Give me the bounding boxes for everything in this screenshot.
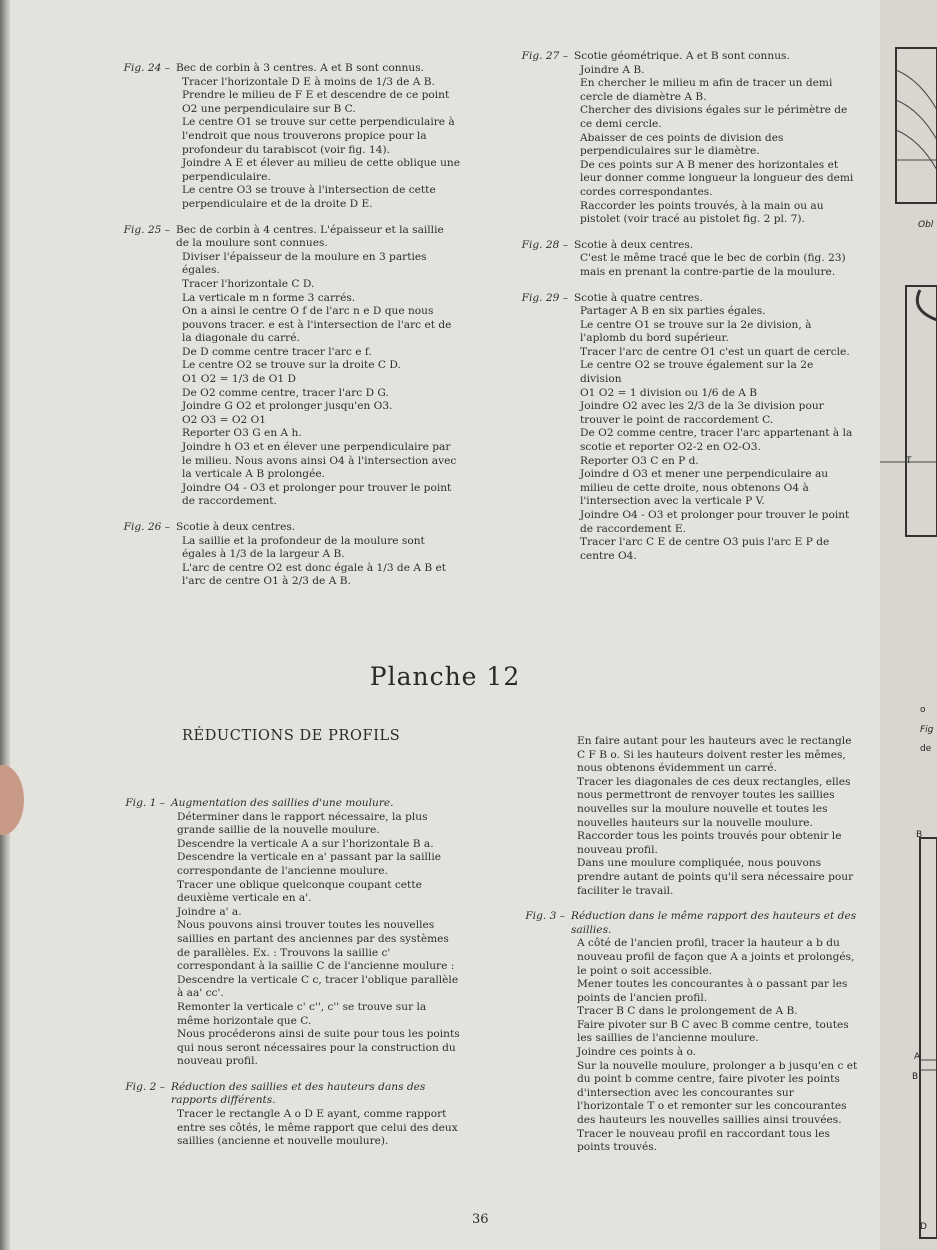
instruction-line: Déterminer dans le rapport nécessaire, la plus grande saillie de la nouvelle moulure. — [177, 810, 428, 837]
instruction-line: Tracer l'horizontale D E à moins de 1/3 de A B. — [182, 75, 435, 88]
figure-label — [505, 735, 571, 898]
adjacent-figure-profile — [880, 280, 937, 540]
instruction-line: Raccorder les points trouvés, à la main ou au pistolet (voir tracé au pistolet fig. 2 pl. 7). — [580, 199, 824, 226]
instruction-line: Joindre a' a. — [177, 905, 242, 918]
figure-label: Fig. 28 – — [521, 238, 568, 251]
page-number: 36 — [472, 1212, 489, 1227]
instruction-line: De D comme centre tracer l'arc e f. — [182, 345, 372, 358]
instruction-line: Le centre O2 se trouve également sur la 2e division — [580, 359, 814, 386]
figure-entry — [105, 1081, 460, 1149]
margin-label-de: de — [920, 744, 932, 754]
instruction-line: En chercher le milieu m afin de tracer un demi cercle de diamètre A B. — [580, 77, 833, 103]
instruction-line: Sur la nouvelle moulure, prolonger a b jusqu'en c et du point b comme centre, faire pivoter les points d'intersection avec les concourantes sur l'horizontale T o et remonter sur les concourantes des hauteurs les nouvelles saillies ainsi trouvées. — [577, 1059, 858, 1127]
instruction-line: Tracer l'arc C E de centre O3 puis l'arc E P de centre O4. — [580, 536, 830, 562]
adjacent-page — [880, 0, 937, 1250]
bottom-right-column — [505, 735, 860, 1167]
figure-entry — [105, 797, 460, 1069]
figure-entry — [110, 224, 460, 509]
instruction-line: Tracer le rectangle A o D E ayant, comme rapport entre ses côtés, le même rapport que celui des deux saillies (ancienne et nouvelle moulure). — [177, 1108, 458, 1148]
instruction-line: O1 O2 = 1 division ou 1/6 de A B — [580, 386, 758, 399]
margin-label-obl: Obl — [918, 220, 934, 230]
instruction-line: Joindre O2 avec les 2/3 de la 3e division pour trouver le point de raccordement C. — [580, 400, 824, 426]
instruction-line: Tracer B C dans le prolongement de A B. — [577, 1005, 798, 1018]
figure-label: Fig. 2 – — [125, 1080, 165, 1093]
figure-entry — [508, 50, 858, 227]
instruction-line: De O2 comme centre, tracer l'arc appartenant à la scotie et reporter O2-2 en O2-O3. — [580, 427, 853, 454]
book-page — [10, 0, 880, 1250]
instruction-line: Joindre A E et élever au milieu de cette oblique une perpendiculaire. — [182, 157, 460, 183]
instruction-line: Le centre O3 se trouve à l'intersection de cette perpendiculaire et de la droite D E. — [182, 184, 436, 210]
instruction-line: Faire pivoter sur B C avec B comme centre, toutes les saillies de l'ancienne moulure. — [577, 1018, 849, 1045]
instruction-line: Reporter O3 G en A h. — [182, 427, 302, 440]
margin-label-a: A — [914, 1052, 921, 1062]
instruction-line: Le centre O1 se trouve sur la 2e division, à l'aplomb du bord supérieur. — [580, 318, 812, 345]
margin-label-o: o — [920, 705, 926, 715]
instruction-line: Tracer les diagonales de ces deux rectangles, elles nous permettront de renvoyer toutes les saillies nouvelles sur la moulure nouvelle et toutes les nouvelles hauteurs sur la nouvelle moulure. — [577, 775, 851, 829]
instruction-line: Prendre le milieu de F E et descendre de ce point O2 une perpendiculaire sur B C. — [182, 89, 450, 115]
top-right-column — [508, 50, 858, 575]
figure-entry — [505, 910, 860, 1155]
instruction-line: Joindre O4 - O3 et prolonger pour trouver le point de raccordement E. — [580, 509, 850, 535]
margin-label-bprime: B' — [912, 1072, 921, 1082]
top-left-column — [110, 62, 460, 601]
figure-heading: Scotie à quatre centres. — [574, 291, 703, 304]
figure-label: Fig. 24 – — [123, 62, 170, 74]
instruction-line: On a ainsi le centre O f de l'arc n e D que nous pouvons tracer. e est à l'intersection de l'arc et de la diagonale du carré. — [182, 305, 452, 345]
section-title: RÉDUCTIONS DE PROFILS — [182, 728, 401, 744]
figure-entry — [110, 521, 460, 589]
figure-label: Fig. 3 – — [525, 910, 565, 923]
instruction-line: A côté de l'ancien profil, tracer la hauteur a b du nouveau profil de façon que A a joints et prolongés, le point o soit accessible. — [577, 937, 855, 977]
adjacent-figure-bottom — [880, 830, 937, 1250]
instruction-line: Descendre la verticale en a' passant par la saillie correspondante de l'ancienne moulure. — [177, 851, 441, 877]
figure-label: Fig. 27 – — [521, 50, 568, 62]
instruction-line: Nous procéderons ainsi de suite pour tous les points qui nous seront nécessaires pour la construction du nouveau profil. — [177, 1028, 460, 1068]
figure-label: Fig. 29 – — [521, 291, 568, 304]
bottom-left-column — [105, 797, 460, 1161]
figure-heading: Scotie à deux centres. — [574, 238, 694, 251]
instruction-line: Partager A B en six parties égales. — [580, 305, 766, 318]
instruction-line: Mener toutes les concourantes à o passant par les points de l'ancien profil. — [577, 978, 848, 1004]
figure-entry — [508, 239, 858, 280]
instruction-line: Joindre A B. — [580, 63, 645, 76]
margin-label-fig: Fig — [920, 725, 934, 735]
instruction-line: La verticale m n forme 3 carrés. — [182, 291, 356, 304]
figure-entry — [508, 292, 858, 564]
instruction-line: Tracer l'arc de centre O1 c'est un quart de cercle. — [580, 345, 850, 358]
instruction-line: En faire autant pour les hauteurs avec le rectangle C F B o. Si les hauteurs doivent rester les mêmes, nous obtenons évidemment un carré. — [577, 735, 852, 775]
instruction-line: Raccorder tous les points trouvés pour obtenir le nouveau profil. — [577, 830, 842, 856]
instruction-line: De ces points sur A B mener des horizontales et leur donner comme longueur la longueur des demi cordes correspondantes. — [580, 158, 854, 198]
instruction-line: Tracer le nouveau profil en raccordant tous les points trouvés. — [577, 1127, 830, 1154]
instruction-line: Le centre O2 se trouve sur la droite C D. — [182, 359, 401, 372]
figure-label: Fig. 1 – — [125, 797, 165, 809]
instruction-line: Joindre O4 - O3 et prolonger pour trouver le point de raccordement. — [182, 481, 452, 508]
instruction-line: O2 O3 = O2 O1 — [182, 413, 267, 426]
instruction-line: O1 O2 = 1/3 de O1 D — [182, 373, 296, 386]
figure-heading: Augmentation des saillies d'une moulure. — [171, 797, 394, 809]
instruction-line: Le centre O1 se trouve sur cette perpendiculaire à l'endroit que nous trouverons propice pour la profondeur du tarabiscot (voir fig. 14). — [182, 116, 455, 156]
margin-label-t: T — [906, 456, 912, 466]
planche-title: Planche 12 — [369, 662, 521, 691]
instruction-line: C'est le même tracé que le bec de corbin (fig. 23) mais en prenant la contre-partie de la moulure. — [580, 252, 846, 278]
instruction-line: La saillie et la profondeur de la moulure sont égales à 1/3 de la largeur A B. — [182, 534, 425, 561]
figure-entry — [505, 735, 860, 898]
figure-label: Fig. 25 – — [123, 223, 170, 236]
figure-label: Fig. 26 – — [123, 521, 170, 533]
instruction-line: Joindre h O3 et en élever une perpendiculaire par le milieu. Nous avons ainsi O4 à l'intersection avec la verticale A B prolongée. — [182, 441, 457, 481]
instruction-line: Nous pouvons ainsi trouver toutes les nouvelles saillies en partant des anciennes par des systèmes de parallèles. Ex. : Trouvons la saillie c' correspondant à la saillie C de l'ancienne moulure : Descendre la verticale C c, tracer l'oblique parallèle à aa' cc'. — [177, 919, 459, 1000]
figure-heading: Bec de corbin à 4 centres. L'épaisseur et la saillie de la moulure sont connues. — [176, 223, 444, 250]
figure-entry — [110, 62, 460, 212]
instruction-line: Abaisser de ces points de division des perpendiculaires sur le diamètre. — [580, 131, 784, 158]
figure-heading: Bec de corbin à 3 centres. A et B sont connus. — [176, 62, 424, 74]
instruction-line: De O2 comme centre, tracer l'arc D G. — [182, 386, 389, 399]
instruction-line: Joindre G O2 et prolonger jusqu'en O3. — [182, 400, 393, 413]
figure-heading: Scotie à deux centres. — [176, 521, 296, 533]
instruction-line: Joindre ces points à o. — [577, 1046, 696, 1059]
instruction-line: Tracer l'horizontale C D. — [182, 277, 315, 290]
instruction-line: Dans une moulure compliquée, nous pouvons prendre autant de points qu'il sera nécessaire pour faciliter le travail. — [577, 857, 854, 897]
instruction-line: Remonter la verticale c' c'', c'' se trouve sur la même horizontale que C. — [177, 1000, 427, 1027]
margin-label-b: B — [916, 830, 923, 840]
figure-heading: Scotie géométrique. A et B sont connus. — [574, 50, 790, 62]
instruction-line: Joindre d O3 et mener une perpendiculaire au milieu de cette droite, nous obtenons O4 à l'intersection avec la verticale P V. — [580, 468, 829, 508]
instruction-line: Tracer une oblique quelconque coupant cette deuxième verticale en a'. — [177, 878, 422, 905]
margin-label-d: D — [920, 1222, 927, 1232]
instruction-line: Chercher des divisions égales sur le périmètre de ce demi cercle. — [580, 104, 848, 130]
instruction-line: Diviser l'épaisseur de la moulure en 3 parties égales. — [182, 250, 427, 277]
instruction-line: L'arc de centre O2 est donc égale à 1/3 de A B et l'arc de centre O1 à 2/3 de A B. — [182, 561, 447, 588]
instruction-line: Reporter O3 C en P d. — [580, 454, 699, 467]
instruction-line: Descendre la verticale A a sur l'horizontale B a. — [177, 837, 434, 850]
figure-heading: Réduction dans le même rapport des hauteurs et des saillies. — [571, 910, 857, 936]
figure-heading: Réduction des saillies et des hauteurs dans des rapports différents. — [171, 1080, 426, 1107]
